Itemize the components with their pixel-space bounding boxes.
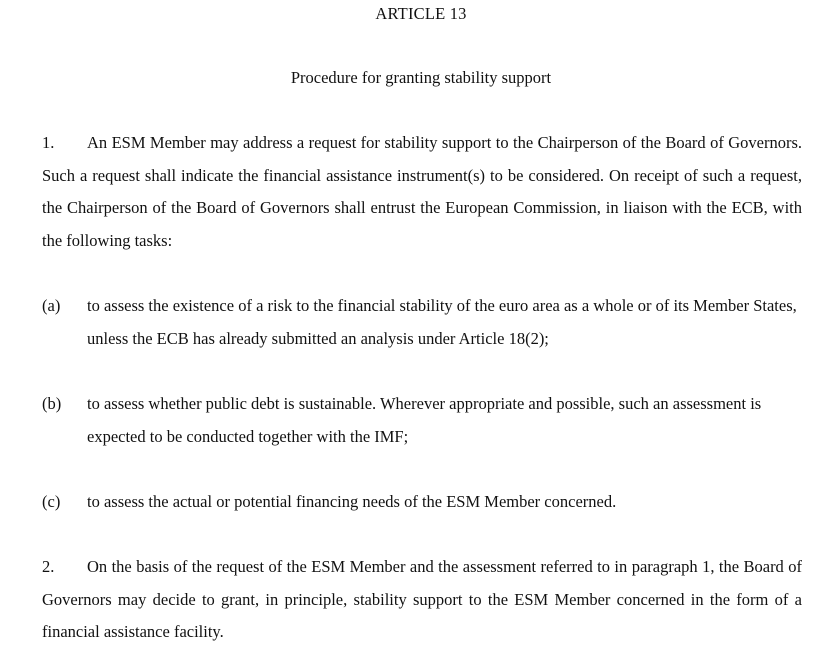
paragraph-number: 2. xyxy=(42,557,55,576)
list-item-label: (b) xyxy=(42,394,62,413)
paragraph-2 xyxy=(42,551,802,649)
paragraph-text: On the basis of the request of the ESM Member and the assessment referred to in paragraph 1, the Board of Governors may decide to grant, in principle, stability support to the ESM Member concerned in the form of a financial assistance facility. xyxy=(42,557,802,641)
list-item-label: (a) xyxy=(42,296,61,315)
list-item-label: (c) xyxy=(42,492,61,511)
paragraph-1 xyxy=(42,127,802,257)
list-item-text: to assess the actual or potential financing needs of the ESM Member concerned. xyxy=(87,492,617,511)
article-title: ARTICLE 13 xyxy=(375,4,467,23)
list-item-text: to assess whether public debt is sustainable. Wherever appropriate and possible, such an assessment is expected to be conducted together with the IMF; xyxy=(87,394,762,446)
list-item-b xyxy=(42,388,802,453)
paragraph-text: An ESM Member may address a request for stability support to the Chairperson of the Board of Governors. Such a request shall indicate the financial assistance instrument(s) to be considered. On receipt of such a request, the Chairperson of the Board of Governors shall entrust the European Commission, in liaison with the ECB, with the following tasks: xyxy=(42,133,802,250)
paragraph-number: 1. xyxy=(42,133,55,152)
article-subtitle: Procedure for granting stability support xyxy=(290,68,552,87)
list-item-a xyxy=(42,290,802,355)
list-item-c xyxy=(42,486,802,519)
list-item-text: to assess the existence of a risk to the financial stability of the euro area as a whole or of its Member States, unless the ECB has already submitted an analysis under Article 18(2); xyxy=(87,296,797,348)
